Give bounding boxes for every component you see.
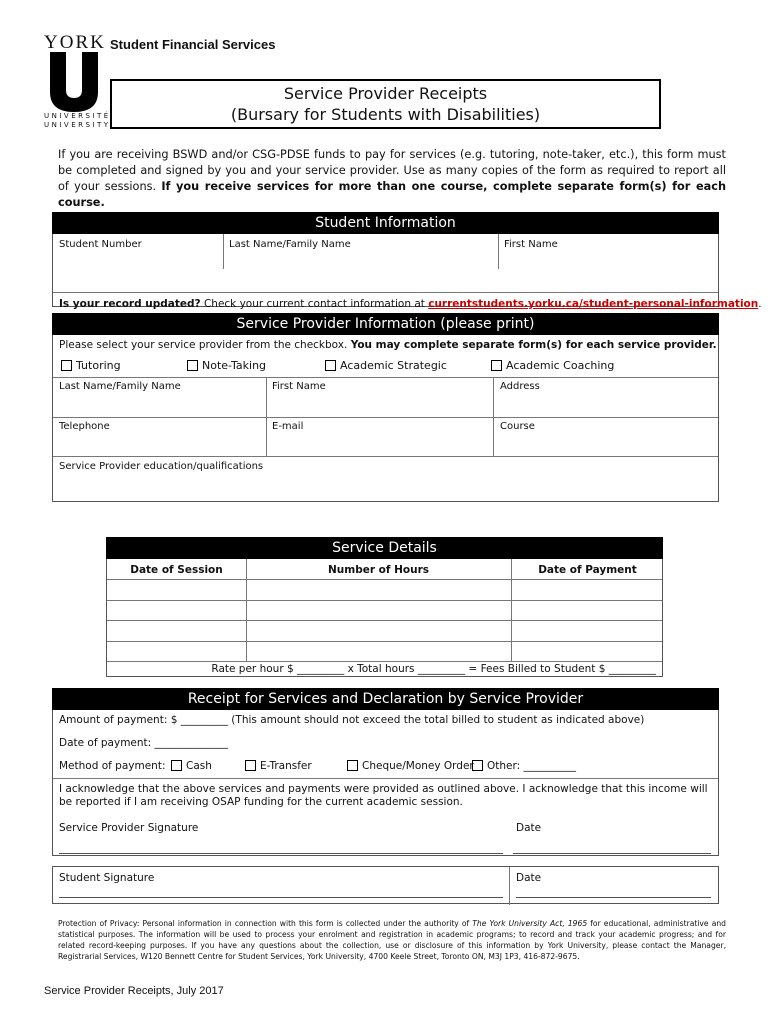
york-logo-text: YORK [44, 32, 106, 53]
method-cash[interactable]: Cash [171, 760, 212, 772]
student-last-name-field[interactable]: Last Name/Family Name [229, 239, 351, 250]
rate-line[interactable]: Rate per hour $ _________ x Total hours _________ = Fees Billed to Student $ _________ [211, 663, 656, 675]
col-date-of-session: Date of Session [130, 564, 223, 576]
intro-paragraph: If you are receiving BSWD and/or CSG-PDSE funds to pay for services (e.g. tutoring, note-taker, etc.), this form must be completed and signed by you and your service provider. Use as many copies of the form as required to report all of your sessions. If you receive services for more than one course, complete separate form(s) for each course. [58, 148, 726, 209]
provider-instruction: Please select your service provider from the checkbox. You may complete separate form(s) for each service provider. [59, 339, 717, 351]
student-info-heading: Student Information [52, 212, 719, 234]
checkbox-e-transfer[interactable] [245, 760, 256, 771]
amount-of-payment-field[interactable]: Amount of payment: $ _________ (This amount should not exceed the total billed to student as indicated above) [59, 714, 645, 726]
checkbox-cheque[interactable] [347, 760, 358, 771]
provider-last-name-field[interactable]: Last Name/Family Name [59, 381, 181, 392]
provider-course-field[interactable]: Course [500, 421, 535, 432]
provider-first-name-field[interactable]: First Name [272, 381, 326, 392]
footer-text: Service Provider Receipts, July 2017 [44, 985, 224, 997]
checkbox-cash[interactable] [171, 760, 182, 771]
student-date-line[interactable] [516, 897, 711, 898]
option-note-taking[interactable]: Note-Taking [187, 359, 266, 372]
table-row[interactable] [107, 641, 662, 642]
checkbox-other[interactable] [472, 760, 483, 771]
option-academic-strategic[interactable]: Academic Strategic [325, 359, 447, 372]
provider-signature-label: Service Provider Signature [59, 822, 199, 834]
method-of-payment-label: Method of payment: [59, 760, 166, 772]
org-name: Student Financial Services [110, 37, 276, 52]
form-title: Service Provider Receipts (Bursary for Students with Disabilities) [110, 79, 661, 129]
method-e-transfer[interactable]: E-Transfer [245, 760, 312, 772]
provider-info-heading: Service Provider Information (please print) [52, 313, 719, 335]
student-signature-label: Student Signature [59, 872, 155, 884]
option-academic-coaching[interactable]: Academic Coaching [491, 359, 614, 372]
york-logo-university: UNIVERSITÉ UNIVERSITY [44, 112, 111, 129]
method-cheque[interactable]: Cheque/Money Order [347, 760, 474, 772]
student-number-field[interactable]: Student Number [59, 239, 142, 250]
receipt-heading: Receipt for Services and Declaration by Service Provider [52, 688, 719, 710]
york-u-logo-icon [46, 52, 102, 112]
student-info-link[interactable]: currentstudents.yorku.ca/student-personal-information [428, 298, 759, 310]
record-updated-notice: Is your record updated? Check your current contact information at currentstudents.yorku.ca/student-personal-information. [59, 298, 762, 310]
privacy-notice: Protection of Privacy: Personal information in connection with this form is collected under the authority of The York University Act, 1965 for educational, administrative and statistical purposes. The information will be used to process your enrolment and registration in academic programs; to record and track your academic progress; and for related record-keeping purposes. If you have any questions about the collection, use or disclosure of this information by York University, please contact the Manager, Registrarial Services, W120 Bennett Centre for Student Services, York University, 4700 Keele Street, Toronto ON, M3J 1P3, 416-872-9675. [58, 919, 726, 961]
checkbox-note-taking[interactable] [187, 360, 198, 371]
method-other[interactable]: Other: __________ [472, 760, 576, 772]
service-details-section [106, 537, 663, 677]
provider-info-section [52, 313, 719, 502]
checkbox-tutoring[interactable] [61, 360, 72, 371]
checkbox-academic-coaching[interactable] [491, 360, 502, 371]
student-signature-line[interactable] [59, 897, 503, 898]
student-date-label: Date [516, 872, 542, 884]
provider-address-field[interactable]: Address [500, 381, 540, 392]
option-tutoring[interactable]: Tutoring [61, 359, 121, 372]
student-first-name-field[interactable]: First Name [504, 239, 558, 250]
table-row[interactable] [107, 661, 662, 662]
checkbox-academic-strategic[interactable] [325, 360, 336, 371]
table-row[interactable] [107, 620, 662, 621]
col-number-of-hours: Number of Hours [327, 564, 430, 576]
acknowledgement-text: I acknowledge that the above services and payments were provided as outlined above. I acknowledge that this income will be reported if I am receiving OSAP funding for the current academic session. [59, 783, 708, 808]
table-row[interactable] [107, 600, 662, 601]
col-date-of-payment: Date of Payment [538, 564, 637, 576]
student-signature-box [52, 866, 719, 904]
provider-date-line[interactable] [513, 853, 711, 854]
date-of-payment-field[interactable]: Date of payment: ______________ [59, 737, 229, 749]
provider-signature-line[interactable] [59, 853, 503, 854]
student-info-section [52, 212, 762, 310]
provider-education-field[interactable]: Service Provider education/qualifications [59, 461, 264, 472]
provider-date-label: Date [516, 822, 542, 834]
receipt-section [52, 688, 719, 856]
provider-email-field[interactable]: E-mail [272, 421, 304, 432]
provider-telephone-field[interactable]: Telephone [59, 421, 110, 432]
service-details-heading: Service Details [106, 537, 663, 559]
